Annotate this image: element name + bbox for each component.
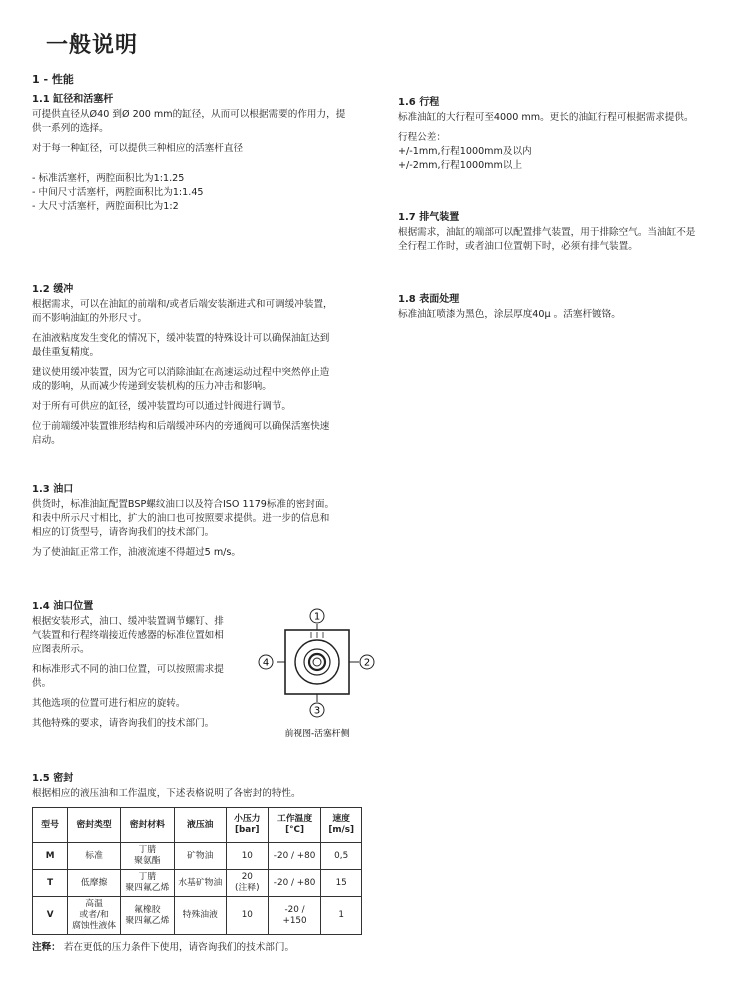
paragraph: 其他特殊的要求，请咨询我们的技术部门。 [32, 718, 215, 729]
paragraph: 位于前端缓冲装置锥形结构和后端缓冲环内的旁通阀可以确保活塞快速 启动。 [32, 421, 330, 446]
table-cell: 特殊油液 [174, 897, 226, 935]
port-number-3: 3 [313, 705, 321, 717]
page-title: 一般说明 [46, 33, 139, 58]
paragraph: 为了使油缸正常工作，油液流速不得超过5 m/s。 [32, 547, 242, 558]
table-cell: 丁腈 聚氨酯 [121, 843, 175, 870]
table-cell: 0,5 [321, 843, 362, 870]
paragraph: 对于每一种缸径，可以提供三种相应的活塞杆直径 [32, 143, 244, 154]
table-header-row [33, 808, 362, 843]
table-header-cell: 型号 [33, 808, 68, 843]
table-header-cell: 密封材料 [121, 808, 175, 843]
paragraph: 其他选项的位置可进行相应的旋转。 [32, 698, 186, 709]
table-cell: 氟橡胶 聚四氟乙烯 [121, 897, 175, 935]
table-header-cell: 速度 [m/s] [321, 808, 362, 843]
table-cell: 水基矿物油 [174, 870, 226, 897]
subsection-heading: 1.6 行程 [398, 97, 440, 108]
paragraph: 根据相应的液压油和工作温度，下述表格说明了各密封的特性。 [32, 788, 301, 799]
table-note [32, 941, 377, 955]
port-number-2: 2 [363, 657, 371, 669]
table-row [33, 843, 362, 870]
subsection-heading: 1.2 缓冲 [32, 284, 74, 295]
paragraph: 根据安装形式，油口、缓冲装置调节螺钉、排 气装置和行程终端接近传感器的标准位置如相 应图表所示。 [32, 616, 224, 655]
port-position-diagram [255, 608, 380, 743]
subsection-heading: 1.4 油口位置 [32, 601, 94, 612]
table-cell: 10 [226, 843, 268, 870]
table-cell: 20 (注释) [226, 870, 268, 897]
section-heading: 1 - 性能 [32, 73, 74, 86]
table-cell: 10 [226, 897, 268, 935]
paragraph: 行程公差： [398, 132, 446, 143]
section-cushioning [32, 283, 377, 454]
paragraph: 在油液粘度发生变化的情况下，缓冲装置的特殊设计可以确保油缸达到 最佳重复精度。 [32, 333, 330, 358]
subsection-heading: 1.5 密封 [32, 773, 74, 784]
subsection-heading: 1.1 缸径和活塞杆 [32, 94, 114, 105]
paragraph: 标准油缸喷漆为黑色，涂层厚度40µ 。活塞杆镀铬。 [398, 309, 621, 320]
table-cell: 丁腈 聚四氟乙烯 [121, 870, 175, 897]
section-performance [32, 73, 377, 214]
note-label: 注释： [32, 942, 61, 953]
paragraph: 建议使用缓冲装置，因为它可以消除油缸在高速运动过程中突然停止造 成的影响，从而减少传递到安装机构的压力冲击和影响。 [32, 367, 330, 392]
table-cell: 15 [321, 870, 362, 897]
table-cell: 1 [321, 897, 362, 935]
list-item: +/-2mm,行程1000mm以上 [398, 160, 523, 171]
section-surface-treatment [398, 293, 743, 328]
paragraph: 标准油缸的大行程可至4000 mm。更长的油缸行程可根据需求提供。 [398, 112, 694, 123]
table-row [33, 870, 362, 897]
table-header-cell: 小压力 [bar] [226, 808, 268, 843]
list-item: - 中间尺寸活塞杆，两腔面积比为1:1.45 [32, 187, 204, 198]
list-item: - 大尺寸活塞杆，两腔面积比为1:2 [32, 201, 179, 212]
table-header-cell: 液压油 [174, 808, 226, 843]
table-cell: 标准 [68, 843, 121, 870]
port-number-1: 1 [313, 611, 321, 623]
subsection-heading: 1.7 排气装置 [398, 212, 460, 223]
section-ports [32, 483, 377, 566]
section-seals [32, 772, 377, 955]
section-stroke [398, 96, 743, 173]
table-cell: 低摩擦 [68, 870, 121, 897]
diagram-caption: 前视图-活塞杆侧 [284, 729, 350, 739]
paragraph: 根据需求，可以在油缸的前端和/或者后端安装渐进式和可调缓冲装置， 而不影响油缸的外形尺寸。 [32, 299, 333, 324]
paragraph: 根据需求，油缸的端部可以配置排气装置，用于排除空气。当油缸不是 全行程工作时，或者油口位置朝下时，必须有排气装置。 [398, 227, 696, 252]
section-port-position [32, 600, 257, 737]
port-number-4: 4 [262, 657, 270, 669]
table-cell: -20 / +150 [268, 897, 321, 935]
subsection-heading: 1.3 油口 [32, 484, 74, 495]
table-cell: -20 / +80 [268, 843, 321, 870]
table-header-cell: 工作温度 [°C] [268, 808, 321, 843]
paragraph: 对于所有可供应的缸径，缓冲装置均可以通过针阀进行调节。 [32, 401, 292, 412]
table-cell: M [33, 843, 68, 870]
table-cell: 矿物油 [174, 843, 226, 870]
table-cell: 高温 或者/和 腐蚀性液体 [68, 897, 121, 935]
subsection-heading: 1.8 表面处理 [398, 294, 460, 305]
table-cell: V [33, 897, 68, 935]
table-row [33, 897, 362, 935]
table-header-cell: 密封类型 [68, 808, 121, 843]
paragraph: 和标准形式不同的油口位置，可以按照需求提 供。 [32, 664, 224, 689]
seal-table [32, 807, 362, 935]
table-cell: -20 / +80 [268, 870, 321, 897]
list-item: - 标准活塞杆，两腔面积比为1:1.25 [32, 173, 185, 184]
paragraph: 可提供直径从Ø40 到Ø 200 mm的缸径，从而可以根据需要的作用力，提 供一系列的选择。 [32, 109, 346, 134]
table-cell: T [33, 870, 68, 897]
list-item: +/-1mm,行程1000mm及以内 [398, 146, 532, 157]
paragraph: 供货时，标准油缸配置BSP螺纹油口以及符合ISO 1179标准的密封面。 和表中所示尺寸相比，扩大的油口也可按照要求提供。进一步的信息和 相应的订货型号，请咨询我们的技术部门。 [32, 499, 335, 538]
note-text: 若在更低的压力条件下使用，请咨询我们的技术部门。 [63, 942, 295, 953]
cylinder-front-view-icon [255, 608, 380, 743]
section-air-bleed [398, 211, 743, 260]
